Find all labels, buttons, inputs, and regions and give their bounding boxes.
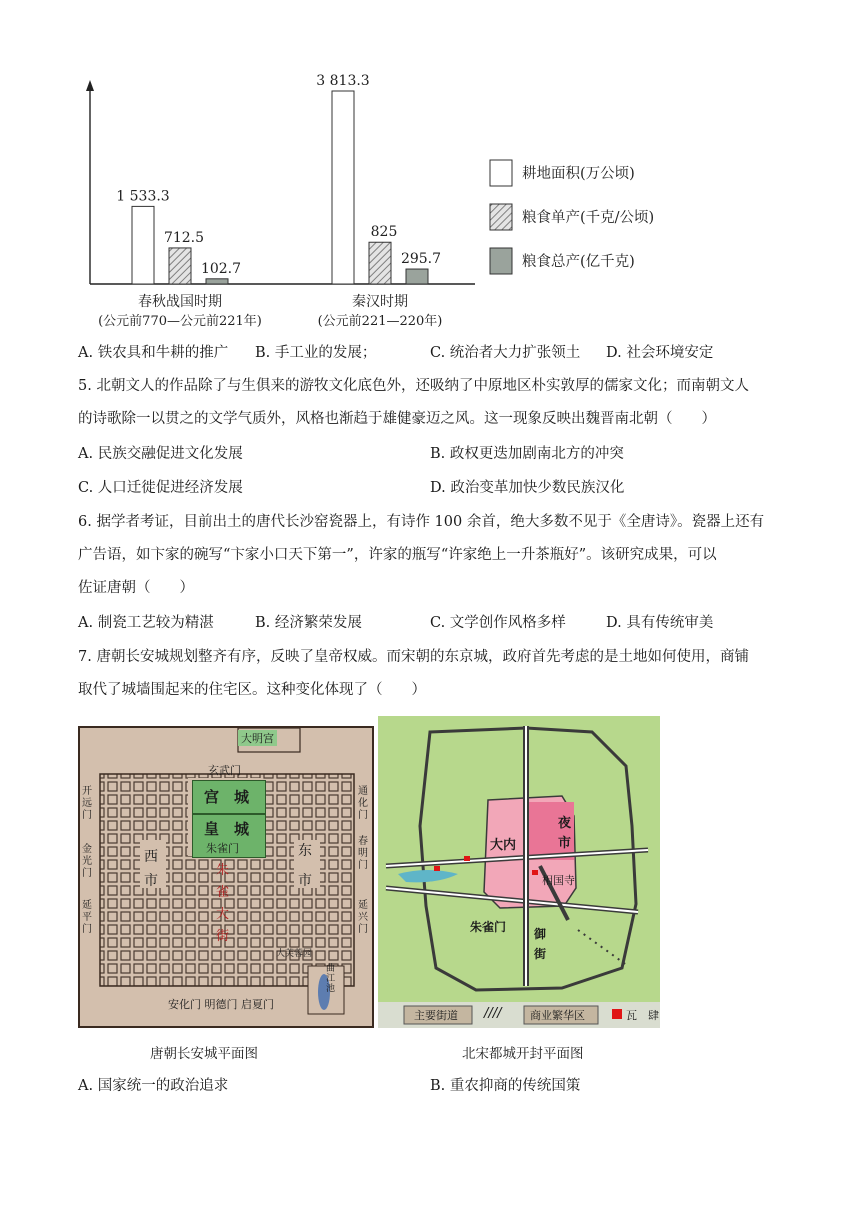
- q5-option-b: B. 政权更迭加剧南北方的冲突: [430, 446, 624, 462]
- legend-hatch-icon: ////: [484, 1006, 502, 1021]
- label-zhuque-gate-kaifeng: 朱雀门: [470, 920, 507, 934]
- kaifeng-drawing: [378, 716, 660, 1028]
- bar-value-label: 295.7: [400, 251, 442, 268]
- q5-option-a: A. 民族交融促进文化发展: [78, 446, 243, 462]
- q6-stem-line-3: 佐证唐朝（ ）: [78, 580, 194, 596]
- bar-value-label: 3 813.3: [316, 73, 370, 89]
- label-xuanwu: 玄武门: [208, 764, 241, 777]
- category-note: (公元前221—220年): [317, 314, 443, 329]
- q7-option-a: A. 国家统一的政治追求: [78, 1078, 229, 1094]
- label-yujie: 御街: [534, 927, 547, 961]
- legend-swatch: [490, 204, 512, 230]
- category-note: (公元前770—公元前221年): [98, 314, 262, 329]
- bar-1-2: [169, 248, 191, 284]
- q6-option-a: A. 制瓷工艺较为精湛: [78, 615, 214, 631]
- q6-option-d: D. 具有传统审美: [606, 615, 714, 631]
- legend-label: 粮食总产(亿千克): [522, 254, 635, 270]
- label-yanping: 延平门: [82, 900, 92, 935]
- legend-wazi: 瓦 肆: [626, 1009, 659, 1022]
- bar-value-label: 825: [370, 224, 398, 241]
- q4-option-d: D. 社会环境安定: [606, 345, 714, 361]
- bar-value-label: 1 533.3: [116, 188, 170, 205]
- label-east: 东: [298, 843, 312, 859]
- q6-option-c: C. 文学创作风格多样: [430, 615, 566, 631]
- q4-option-b: B. 手工业的发展；: [255, 345, 377, 361]
- q5-option-d: D. 政治变革加快少数民族汉化: [430, 480, 625, 496]
- legend-commerce-area: 商业繁华区: [530, 1009, 585, 1022]
- q5-stem-line-2: 的诗歌除一以贯之的文学气质外，风格也渐趋于雄健豪迈之风。这一现象反映出魏晋南北朝（ ）: [78, 411, 716, 427]
- q7-option-b: B. 重农抑商的传统国策: [430, 1078, 581, 1094]
- bar-1-3: [206, 279, 228, 284]
- bar-2-1: [332, 91, 354, 284]
- q6-stem-line-1: 6. 据学者考证，目前出土的唐代长沙窑瓷器上，有诗作 100 余首，绝大多数不见于《全唐诗》。瓷器上还有: [78, 514, 765, 530]
- bar-value-label: 712.5: [163, 229, 205, 246]
- label-yeshi: 夜市: [558, 816, 572, 851]
- legend-swatch: [490, 248, 512, 274]
- changan-caption: 唐朝长安城平面图: [150, 1046, 258, 1062]
- q7-stem-line-1: 7. 唐朝长安城规划整齐有序，反映了皇帝权威。而宋朝的东京城，政府首先考虑的是土地如何使用，商铺: [78, 649, 749, 665]
- q5-stem-line-1: 5. 北朝文人的作品除了与生俱来的游牧文化底色外，还吸纳了中原地区朴实敦厚的儒家文化；而南朝文人: [78, 378, 749, 394]
- q5-option-c: C. 人口迁徙促进经济发展: [78, 480, 243, 496]
- label-zhuque-avenue: 朱雀大街: [216, 863, 230, 944]
- label-west: 西: [144, 849, 158, 865]
- label-qujiang: 曲江池: [326, 964, 336, 994]
- label-zhuque-gate: 朱雀门: [206, 842, 239, 855]
- label-tonghua: 通化门: [358, 786, 368, 821]
- bar-value-label: 102.7: [200, 260, 242, 277]
- bar-2-2: [369, 242, 391, 284]
- label-xiangguosi: 相国寺: [542, 874, 575, 887]
- label-chunming: 春明门: [358, 836, 368, 871]
- label-west-market: 市: [144, 873, 158, 889]
- q6-stem-line-2: 广告语，如卞家的碗写“卞家小口天下第一”，许家的瓶写“许家绝上一升茶瓶好”。该研究成果，可以: [78, 547, 717, 563]
- bar-1-1: [132, 206, 154, 284]
- label-yanxing: 延兴门: [358, 900, 368, 935]
- label-jinguang: 金光门: [82, 844, 92, 879]
- legend-swatch: [490, 160, 512, 186]
- label-kaiyuan: 开远门: [82, 786, 92, 821]
- bar-chart: [70, 60, 690, 345]
- q4-option-c: C. 统治者大力扩张领土: [430, 345, 581, 361]
- legend-label: 粮食单产(千克/公顷): [522, 210, 655, 226]
- y-axis-arrow: [86, 80, 94, 91]
- kaifeng-caption: 北宋都城开封平面图: [462, 1046, 584, 1062]
- label-furong: 大芙蓉园: [276, 949, 313, 959]
- q6-option-b: B. 经济繁荣发展: [255, 615, 362, 631]
- q4-option-a: A. 铁农具和牛耕的推广: [78, 345, 229, 361]
- legend-label: 耕地面积(万公顷): [522, 166, 635, 182]
- label-gongcheng: 宫 城: [204, 788, 250, 806]
- legend-main-road: 主要街道: [414, 1009, 458, 1022]
- label-south-gates: 安化门 明德门 启夏门: [168, 998, 274, 1011]
- category-label: 春秋战国时期: [138, 294, 222, 310]
- label-east-market: 市: [298, 873, 312, 889]
- label-huangcheng: 皇 城: [204, 820, 250, 838]
- label-daming: 大明宫: [238, 730, 277, 746]
- changan-map: [78, 726, 374, 1028]
- category-label: 秦汉时期: [352, 294, 408, 310]
- q7-stem-line-2: 取代了城墙围起来的住宅区。这种变化体现了（ ）: [78, 682, 426, 698]
- bar-2-3: [406, 269, 428, 284]
- label-danei: 大内: [490, 838, 517, 853]
- kaifeng-map: [378, 716, 660, 1028]
